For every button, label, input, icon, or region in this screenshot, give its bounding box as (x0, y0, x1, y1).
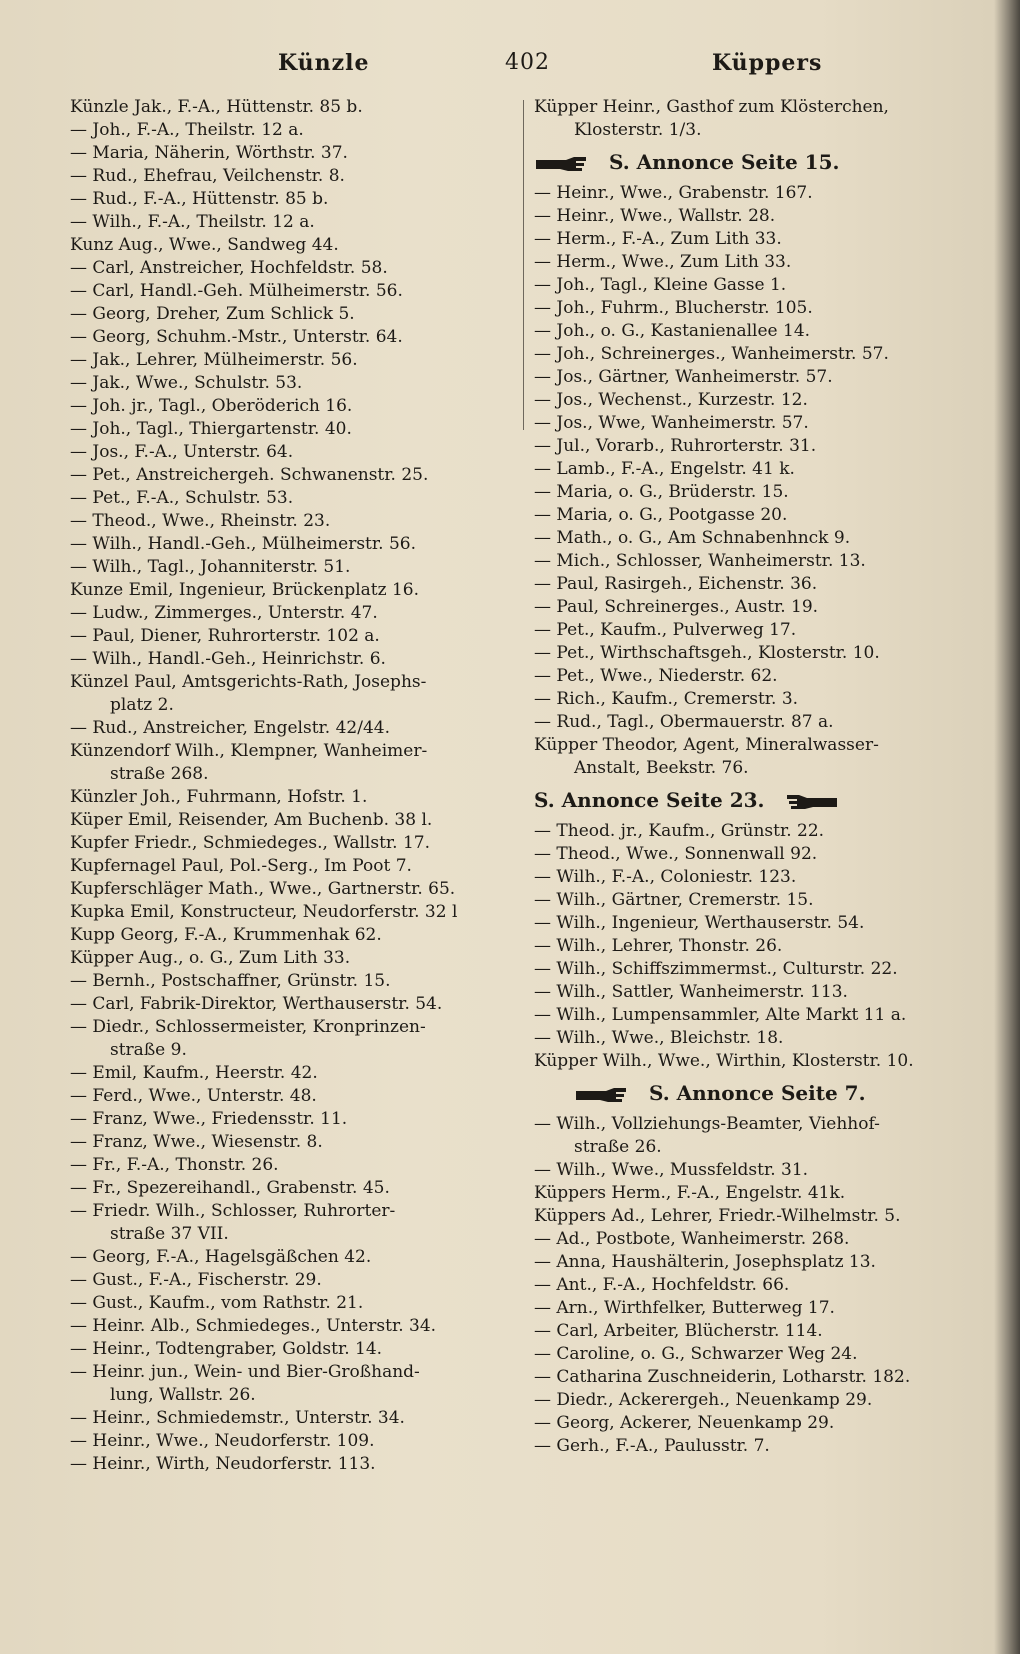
directory-entry: Kupfernagel Paul, Pol.-Serg., Im Poot 7. (70, 856, 412, 876)
directory-entry: — Carl, Arbeiter, Blücherstr. 114. (534, 1321, 823, 1341)
directory-entry: — Heinr., Wwe., Grabenstr. 167. (534, 183, 813, 203)
directory-entry: — Rud., Tagl., Obermauerstr. 87 a. (534, 712, 834, 732)
directory-entry: Küpper Theodor, Agent, Mineralwasser- (534, 735, 879, 755)
directory-entry: — Math., o. G., Am Schnabenhnck 9. (534, 528, 851, 548)
directory-entry: — Arn., Wirthfelker, Butterweg 17. (534, 1298, 835, 1318)
column-divider (523, 100, 524, 430)
directory-entry: — Jos., Gärtner, Wanheimerstr. 57. (534, 367, 833, 387)
directory-entry: Küppers Ad., Lehrer, Friedr.-Wilhelmstr. 5. (534, 1206, 901, 1226)
directory-entry: — Theod., Wwe., Rheinstr. 23. (70, 511, 331, 531)
directory-entry: — Bernh., Postschaffner, Grünstr. 15. (70, 971, 391, 991)
directory-entry: Küpper Aug., o. G., Zum Lith 33. (70, 948, 351, 968)
directory-entry: — Heinr., Wirth, Neudorferstr. 113. (70, 1454, 376, 1474)
directory-entry: Anstalt, Beekstr. 76. (574, 758, 749, 778)
directory-entry: — Friedr. Wilh., Schlosser, Ruhrorter- (70, 1201, 396, 1221)
directory-entry: — Georg, Ackerer, Neuenkamp 29. (534, 1413, 835, 1433)
directory-entry: — Joh., Fuhrm., Blucherstr. 105. (534, 298, 813, 318)
directory-entry: — Heinr., Todtengraber, Goldstr. 14. (70, 1339, 383, 1359)
directory-entry: — Jos., Wwe, Wanheimerstr. 57. (534, 413, 809, 433)
directory-entry: — Paul, Schreinerges., Austr. 19. (534, 597, 819, 617)
pointing-hand-icon (574, 1087, 630, 1103)
directory-entry: — Joh. jr., Tagl., Oberöderich 16. (70, 396, 353, 416)
directory-entry: straße 9. (110, 1040, 187, 1060)
directory-entry: — Gust., F.-A., Fischerstr. 29. (70, 1270, 322, 1290)
right-block-b (534, 182, 984, 780)
directory-entry: — Paul, Diener, Ruhrorterstr. 102 a. (70, 626, 380, 646)
directory-entry: — Heinr., Schmiedemstr., Unterstr. 34. (70, 1408, 405, 1428)
pointing-hand-icon (783, 794, 839, 810)
directory-entry: — Pet., Anstreichergeh. Schwanenstr. 25. (70, 465, 429, 485)
directory-entry: Kupka Emil, Konstructeur, Neudorferstr. 32 l (70, 902, 458, 922)
directory-entry: Künzler Joh., Fuhrmann, Hofstr. 1. (70, 787, 368, 807)
directory-entry: Küppers Herm., F.-A., Engelstr. 41k. (534, 1183, 846, 1203)
directory-entry: — Joh., Tagl., Thiergartenstr. 40. (70, 419, 352, 439)
annonce-text-3: S. Annonce Seite 7. (648, 1081, 866, 1105)
page-header (0, 50, 1020, 86)
pointing-hand-icon (534, 156, 590, 172)
directory-entry: — Rud., Ehefrau, Veilchenstr. 8. (70, 166, 345, 186)
left-column (70, 96, 500, 1476)
directory-entry: — Jak., Wwe., Schulstr. 53. (70, 373, 303, 393)
directory-entry: — Wilh., Wwe., Mussfeldstr. 31. (534, 1160, 809, 1180)
directory-entry: — Joh., F.-A., Theilstr. 12 a. (70, 120, 304, 140)
directory-entry: — Jul., Vorarb., Ruhrorterstr. 31. (534, 436, 817, 456)
directory-entry: — Herm., F.-A., Zum Lith 33. (534, 229, 782, 249)
directory-entry: — Wilh., F.-A., Theilstr. 12 a. (70, 212, 315, 232)
directory-entry: — Georg, F.-A., Hagelsgäßchen 42. (70, 1247, 372, 1267)
header-right-keyword: Küppers (712, 50, 823, 76)
directory-entry: — Heinr. jun., Wein- und Bier-Großhand- (70, 1362, 420, 1382)
directory-entry: Küpper Heinr., Gasthof zum Klösterchen, (534, 97, 889, 117)
directory-entry: — Carl, Anstreicher, Hochfeldstr. 58. (70, 258, 388, 278)
directory-entry: — Heinr. Alb., Schmiedeges., Unterstr. 34. (70, 1316, 437, 1336)
directory-entry: straße 268. (110, 764, 209, 784)
directory-entry: — Maria, o. G., Brüderstr. 15. (534, 482, 789, 502)
right-block-c (534, 820, 984, 1073)
directory-entry: Küper Emil, Reisender, Am Buchenb. 38 l. (70, 810, 433, 830)
directory-entry: — Heinr., Wwe., Neudorferstr. 109. (70, 1431, 375, 1451)
directory-entry: — Pet., Kaufm., Pulverweg 17. (534, 620, 797, 640)
directory-entry: — Wilh., Handl.-Geh., Heinrichstr. 6. (70, 649, 386, 669)
directory-entry: — Wilh., Vollziehungs-Beamter, Viehhof- (534, 1114, 880, 1134)
directory-entry: — Ant., F.-A., Hochfeldstr. 66. (534, 1275, 790, 1295)
directory-entry: — Catharina Zuschneiderin, Lotharstr. 182. (534, 1367, 911, 1387)
directory-entry: — Rich., Kaufm., Cremerstr. 3. (534, 689, 799, 709)
directory-entry: — Wilh., Sattler, Wanheimerstr. 113. (534, 982, 848, 1002)
directory-entry: — Herm., Wwe., Zum Lith 33. (534, 252, 792, 272)
directory-entry: straße 37 VII. (110, 1224, 229, 1244)
directory-entry: straße 26. (574, 1137, 662, 1157)
directory-entry: Kunz Aug., Wwe., Sandweg 44. (70, 235, 339, 255)
page-edge-shadow (994, 0, 1020, 1654)
directory-entry: — Jos., F.-A., Unterstr. 64. (70, 442, 294, 462)
directory-entry: — Franz, Wwe., Wiesenstr. 8. (70, 1132, 323, 1152)
directory-entry: — Wilh., Lumpensammler, Alte Markt 11 a. (534, 1005, 907, 1025)
directory-entry: Künzle Jak., F.-A., Hüttenstr. 85 b. (70, 97, 363, 117)
annonce-text-2: S. Annonce Seite 23. (534, 788, 765, 812)
directory-entry: Künzel Paul, Amtsgerichts-Rath, Josephs- (70, 672, 427, 692)
directory-entry: — Maria, Näherin, Wörthstr. 37. (70, 143, 348, 163)
directory-entry: — Caroline, o. G., Schwarzer Weg 24. (534, 1344, 858, 1364)
directory-entry: — Anna, Haushälterin, Josephsplatz 13. (534, 1252, 876, 1272)
directory-entry: — Fr., F.-A., Thonstr. 26. (70, 1155, 279, 1175)
directory-entry: — Carl, Handl.-Geh. Mülheimerstr. 56. (70, 281, 403, 301)
directory-entry: lung, Wallstr. 26. (110, 1385, 256, 1405)
directory-entry: — Diedr., Ackerergeh., Neuenkamp 29. (534, 1390, 873, 1410)
directory-entry: — Carl, Fabrik-Direktor, Werthauserstr. 54. (70, 994, 443, 1014)
directory-entry: — Heinr., Wwe., Wallstr. 28. (534, 206, 776, 226)
directory-entry: — Wilh., Lehrer, Thonstr. 26. (534, 936, 783, 956)
directory-entry: Kupferschläger Math., Wwe., Gartnerstr. 65. (70, 879, 456, 899)
directory-entry: — Ludw., Zimmerges., Unterstr. 47. (70, 603, 378, 623)
directory-entry: — Wilh., Gärtner, Cremerstr. 15. (534, 890, 814, 910)
right-block-a (534, 96, 984, 142)
directory-entry: Kunze Emil, Ingenieur, Brückenplatz 16. (70, 580, 420, 600)
directory-entry: — Wilh., Schiffszimmermst., Culturstr. 22. (534, 959, 898, 979)
directory-entry: — Fr., Spezereihandl., Grabenstr. 45. (70, 1178, 390, 1198)
directory-entry: Küpper Wilh., Wwe., Wirthin, Klosterstr. 10. (534, 1051, 914, 1071)
directory-entry: — Ad., Postbote, Wanheimerstr. 268. (534, 1229, 850, 1249)
directory-entry: — Theod. jr., Kaufm., Grünstr. 22. (534, 821, 825, 841)
annonce-notice-2 (534, 783, 984, 817)
annonce-notice-1 (534, 145, 984, 179)
directory-entry: — Georg, Schuhm.-Mstr., Unterstr. 64. (70, 327, 403, 347)
directory-entry: — Pet., Wirthschaftsgeh., Klosterstr. 10. (534, 643, 880, 663)
directory-entry: — Diedr., Schlossermeister, Kronprinzen- (70, 1017, 426, 1037)
directory-entry: Kupp Georg, F.-A., Krummenhak 62. (70, 925, 382, 945)
directory-entry: — Theod., Wwe., Sonnenwall 92. (534, 844, 818, 864)
directory-entry: — Rud., F.-A., Hüttenstr. 85 b. (70, 189, 329, 209)
directory-entry: — Pet., F.-A., Schulstr. 53. (70, 488, 294, 508)
directory-entry: — Joh., Schreinerges., Wanheimerstr. 57. (534, 344, 889, 364)
directory-entry: Klosterstr. 1/3. (574, 120, 702, 140)
directory-entry: — Wilh., Handl.-Geh., Mülheimerstr. 56. (70, 534, 416, 554)
directory-entry: — Franz, Wwe., Friedensstr. 11. (70, 1109, 348, 1129)
directory-entry: — Maria, o. G., Pootgasse 20. (534, 505, 788, 525)
directory-entry: — Wilh., Ingenieur, Werthauserstr. 54. (534, 913, 865, 933)
directory-entry: — Georg, Dreher, Zum Schlick 5. (70, 304, 355, 324)
annonce-text-1: S. Annonce Seite 15. (608, 150, 840, 174)
annonce-notice-3 (534, 1076, 984, 1110)
directory-entry: — Joh., o. G., Kastanienallee 14. (534, 321, 811, 341)
directory-entry: — Joh., Tagl., Kleine Gasse 1. (534, 275, 787, 295)
directory-entry: — Gust., Kaufm., vom Rathstr. 21. (70, 1293, 364, 1313)
directory-entry: — Jak., Lehrer, Mülheimerstr. 56. (70, 350, 358, 370)
directory-entry: — Rud., Anstreicher, Engelstr. 42/44. (70, 718, 391, 738)
directory-entry: — Ferd., Wwe., Unterstr. 48. (70, 1086, 317, 1106)
directory-entry: — Wilh., F.-A., Coloniestr. 123. (534, 867, 797, 887)
right-block-d (534, 1113, 984, 1458)
directory-entry: — Emil, Kaufm., Heerstr. 42. (70, 1063, 318, 1083)
directory-entry: — Lamb., F.-A., Engelstr. 41 k. (534, 459, 795, 479)
directory-entry: Künzendorf Wilh., Klempner, Wanheimer- (70, 741, 428, 761)
directory-entry: — Mich., Schlosser, Wanheimerstr. 13. (534, 551, 866, 571)
directory-entry: — Pet., Wwe., Niederstr. 62. (534, 666, 778, 686)
directory-entry: platz 2. (110, 695, 174, 715)
directory-entry: — Wilh., Wwe., Bleichstr. 18. (534, 1028, 784, 1048)
directory-entry: — Paul, Rasirgeh., Eichenstr. 36. (534, 574, 818, 594)
directory-entry: — Gerh., F.-A., Paulusstr. 7. (534, 1436, 770, 1456)
header-left-keyword: Künzle (278, 50, 370, 76)
directory-entry: — Wilh., Tagl., Johanniterstr. 51. (70, 557, 351, 577)
directory-entry: — Jos., Wechenst., Kurzestr. 12. (534, 390, 808, 410)
right-column (534, 96, 984, 1458)
page-number: 402 (505, 50, 550, 75)
directory-entry: Kupfer Friedr., Schmiedeges., Wallstr. 17. (70, 833, 431, 853)
